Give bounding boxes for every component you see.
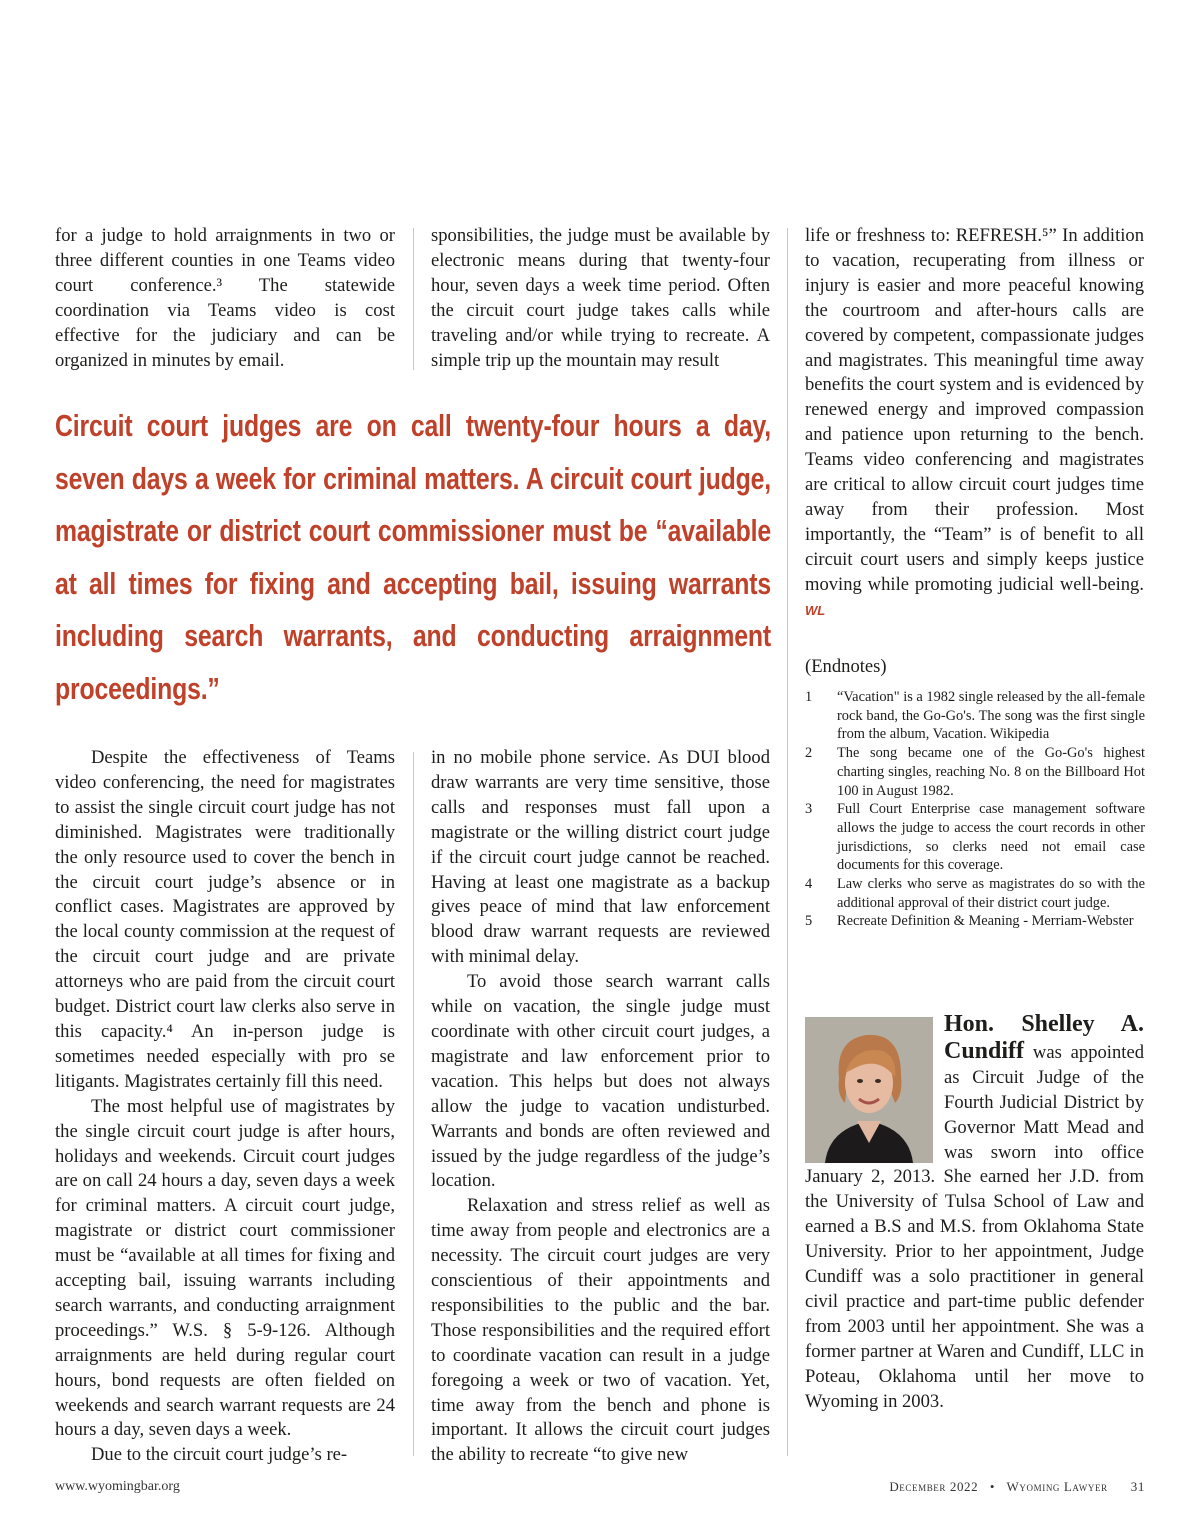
endnote-item bbox=[805, 875, 1145, 912]
endnote-item bbox=[805, 688, 1145, 744]
body-paragraph: To avoid those search warrant calls while on vacation, the single judge must coordinate with other circuit court judges, a magistrate and law enforcement prior to vacation. This helps but does not always allow the judge to vacation undisturbed. Warrants and bonds are often reviewed and issued by the judge regardless of the judge’s location. bbox=[431, 971, 770, 1192]
author-bio bbox=[805, 1012, 1144, 1415]
column-3 bbox=[805, 224, 1144, 624]
column-rule-1 bbox=[413, 228, 414, 370]
column-1-bottom bbox=[55, 746, 395, 1468]
endnote-item bbox=[805, 800, 1145, 875]
endnote-number: 4 bbox=[805, 876, 813, 893]
endnote-text: “Vacation" is a 1982 single released by the all-female rock band, the Go-Go's. The song was the first single from the album, Vacation. Wikipedia bbox=[837, 689, 1145, 743]
endnote-number: 5 bbox=[805, 913, 813, 930]
endnote-item bbox=[805, 744, 1145, 800]
footer-bullet: • bbox=[989, 1479, 995, 1494]
body-paragraph: Despite the effectiveness of Teams video conferencing, the need for magistrates to assist the single circuit court judge has not diminished. Magistrates were traditionally the only resource used to cover the bench in the circuit court judge’s absence or in conflict cases. Magistrates are approved by the local county commission at the request of the circuit court judge and are private attorneys who are paid from the circuit court budget. District court law clerks also serve in this capacity.⁴ An in-person judge is sometimes needed especially with pro se litigants. Magistrates certainly fill this need. bbox=[55, 747, 395, 1092]
footer-publication: Wyoming Lawyer bbox=[1006, 1479, 1108, 1494]
column-rule-3 bbox=[413, 752, 414, 1456]
photo-spacer bbox=[805, 1012, 944, 1160]
body-text: life or freshness to: REFRESH.⁵” In addition to vacation, recuperating from illness or injury is easier and more peaceful knowing the courtroom and after-hours calls are covered by competent, compassionate judges and magistrates. This meaningful time away benefits the court system and is evidenced by renewed energy and improved compassion and patience upon returning to the bench. Teams video conferencing and magistrates are critical to allow circuit court judges time away from their profession. Most importantly, the “Team” is of benefit to all circuit court users and simply keeps justice moving while promoting judicial well-being. bbox=[805, 225, 1144, 595]
endnotes-list bbox=[805, 688, 1145, 931]
body-paragraph: Relaxation and stress relief as well as time away from people and electronics are a necessity. The circuit court judges are very conscientious of their appointments and responsibilities to the public and the bar. Those responsibilities and the required effort to coordinate vacation can result in a judge foregoing a week or two of vacation. Yet, time away from the bench and phone is important. It allows the circuit court judges the ability to recreate “to give new bbox=[431, 1195, 770, 1466]
endnote-text: Recreate Definition & Meaning - Merriam-Webster bbox=[837, 913, 1134, 930]
author-name: Hon. Shelley A. Cundiff bbox=[944, 1011, 1144, 1064]
endnotes-heading: (Endnotes) bbox=[805, 656, 887, 677]
body-paragraph: The most helpful use of magistrates by the single circuit court judge is after hours, holidays and weekends. Circuit court judges are on call 24 hours a day, seven days a week for criminal matters. A circuit court judge, magistrate or district court commissioner must be “available at all times for fixing and accepting bail, issuing warrants including search warrants, and conducting arraignment proceedings.” W.S. § 5-9-126. Although arraignments are held during regular court hours, bond requests are often fielded on weekends and search warrant requests are 24 hours a day, seven days a week. bbox=[55, 1095, 395, 1441]
body-paragraph: sponsibilities, the judge must be available by electronic means during that twenty-four hour, seven days a week time period. Often the circuit court judge takes calls while traveling and/or while trying to recreate. A simple trip up the mountain may result bbox=[431, 225, 770, 371]
endnote-number: 2 bbox=[805, 745, 813, 762]
footer-website: www.wyomingbar.org bbox=[55, 1479, 180, 1494]
footer-info bbox=[889, 1479, 1145, 1495]
column-2-bottom bbox=[431, 746, 770, 1468]
endnote-text: Full Court Enterprise case management software allows the judge to access the court records in other jurisdictions, so clerks need not email case documents for this coverage. bbox=[837, 801, 1145, 874]
endnote-text: Law clerks who serve as magistrates do so with the additional approval of their district court judge. bbox=[837, 876, 1145, 911]
body-paragraph bbox=[805, 224, 1144, 624]
column-2-top bbox=[431, 224, 770, 373]
column-rule-2 bbox=[787, 228, 788, 1456]
column-1-top bbox=[55, 224, 395, 373]
body-paragraph: for a judge to hold arraignments in two or three different counties in one Teams video court conference.³ The statewide coordination via Teams video is cost effective for the judiciary and can be organized in minutes by email. bbox=[55, 225, 395, 371]
endnote-number: 3 bbox=[805, 801, 813, 818]
pull-quote: Circuit court judges are on call twenty-four hours a day, seven days a week for criminal matters. A circuit court judge, magistrate or district court commissioner must be “available at all times for fixing and accepting bail, issuing warrants including search warrants, and conducting arraignment proceedings.” bbox=[55, 408, 771, 706]
bio-text: was appointed as Circuit Judge of the Fourth Judicial District by Governor Matt Mead and was sworn into office January 2, 2013. She earned her J.D. from the University of Tulsa School of Law and earned a B.S and M.S. from Oklahoma State University. Prior to her appointment, Judge Cundiff was a solo practitioner in general civil practice and part-time public defender from 2003 until her appointment. She was a former partner at Waren and Cundiff, LLC in Poteau, Oklahoma until her move to Wyoming in 2003. bbox=[805, 1041, 1144, 1412]
body-paragraph: Due to the circuit court judge’s re- bbox=[91, 1444, 348, 1466]
endnote-text: The song became one of the Go-Go's highest charting singles, reaching No. 8 on the Billboard Hot 100 in August 1982. bbox=[837, 745, 1145, 799]
endnote-number: 1 bbox=[805, 689, 813, 705]
page-number: 31 bbox=[1130, 1479, 1145, 1494]
body-paragraph: in no mobile phone service. As DUI blood draw warrants are very time sensitive, those calls and responses must fall upon a magistrate or the willing district court judge if the circuit court judge cannot be reached. Having at least one magistrate as a backup gives peace of mind that law enforcement blood draw warrant requests are reviewed with minimal delay. bbox=[431, 747, 770, 968]
footer-issue: December 2022 bbox=[889, 1479, 979, 1494]
endnote-item bbox=[805, 912, 1145, 931]
end-mark: WL bbox=[805, 602, 826, 618]
